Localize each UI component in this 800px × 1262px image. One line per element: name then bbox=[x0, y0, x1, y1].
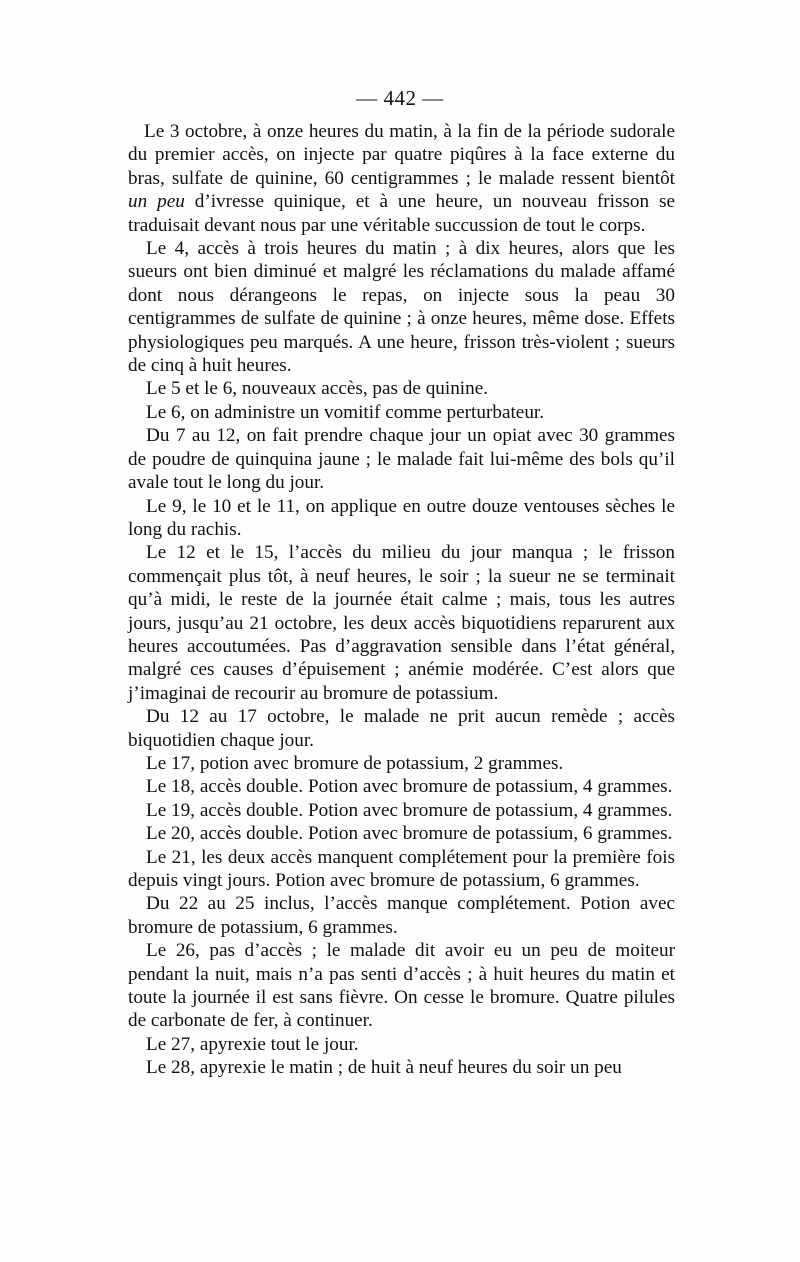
paragraph-oct-9-11: Le 9, le 10 et le 11, on applique en outre douze ventouses sèches le long du rachis. bbox=[128, 495, 675, 540]
paragraph-oct-18: Le 18, accès double. Potion avec bromure de potassium, 4 grammes. bbox=[146, 776, 673, 798]
paragraph-oct-12-17: Du 12 au 17 octobre, le malade ne prit aucun remède ; accès biquotidien chaque jour. bbox=[128, 706, 675, 751]
paragraph-oct-26: Le 26, pas d’accès ; le malade dit avoir eu un peu de moiteur pendant la nuit, mais n’a pas senti d’accès ; à huit heures du matin et toute la journée il est sans fièvre. On cesse le bromure. Quatre pilules de carbonate de fer, à continuer. bbox=[128, 940, 675, 1032]
page-number: — 442 — bbox=[356, 86, 444, 110]
paragraph-oct-27: Le 27, apyrexie tout le jour. bbox=[146, 1033, 359, 1055]
paragraph-oct-5-6: Le 5 et le 6, nouveaux accès, pas de quinine. bbox=[146, 378, 489, 400]
paragraph-oct-20: Le 20, accès double. Potion avec bromure de potassium, 6 grammes. bbox=[146, 823, 673, 845]
paragraph-oct-22-25: Du 22 au 25 inclus, l’accès manque complétement. Potion avec bromure de potassium, 6 grammes. bbox=[128, 893, 675, 938]
paragraph-oct-19: Le 19, accès double. Potion avec bromure de potassium, 4 grammes. bbox=[146, 799, 673, 821]
paragraph-oct-12-15: Le 12 et le 15, l’accès du milieu du jour manqua ; le frisson commençait plus tôt, à neuf heures, le soir ; la sueur ne se terminait qu’à midi, le reste de la journée était calme ; mais, tous les autres jours, jusqu’au 21 octobre, les deux accès biquotidiens reparurent aux heures accoutumées. Pas d’aggravation sensible dans l’état général, malgré ces causes d’épuisement ; anémie modérée. C’est alors que j’imaginai de recourir au bromure de potassium. bbox=[128, 542, 675, 704]
paragraph-oct-28: Le 28, apyrexie le matin ; de huit à neuf heures du soir un peu bbox=[146, 1057, 622, 1079]
paragraph-oct-21: Le 21, les deux accès manquent complétement pour la première fois depuis vingt jours. Potion avec bromure de potassium, 6 grammes. bbox=[128, 846, 675, 891]
paragraph-oct-3-emphasis: un peu bbox=[128, 191, 185, 213]
paragraph-oct-4: Le 4, accès à trois heures du matin ; à dix heures, alors que les sueurs ont bien diminué et malgré les réclamations du malade affamé dont nous dérangeons le repas, on injecte sous la peau 30 centigrammes de sulfate de quinine ; à onze heures, même dose. Effets physiologiques peu marqués. A une heure, frisson très-violent ; sueurs de cinq à huit heures. bbox=[128, 238, 675, 377]
paragraph-oct-3-start: Le 3 octobre, à onze heures du matin, à la fin de la période sudorale du premier accès, on injecte par quatre piqûres à la face externe du bras, sulfate de quinine, 60 centigrammes ; le malade ressent bientôt bbox=[128, 121, 675, 189]
paragraph-oct-3-end: d’ivresse quinique, et à une heure, un nouveau frisson se traduisait devant nous par une véritable succussion de tout le corps. bbox=[128, 191, 675, 236]
paragraph-oct-6: Le 6, on administre un vomitif comme perturbateur. bbox=[146, 401, 545, 423]
paragraph-oct-7-12: Du 7 au 12, on fait prendre chaque jour un opiat avec 30 grammes de poudre de quinquina jaune ; le malade fait lui-même des bols qu’il avale tout le long du jour. bbox=[128, 425, 675, 494]
body-text bbox=[128, 120, 675, 1080]
paragraph-oct-3 bbox=[128, 120, 675, 237]
paragraph-oct-17: Le 17, potion avec bromure de potassium, 2 grammes. bbox=[146, 752, 564, 774]
